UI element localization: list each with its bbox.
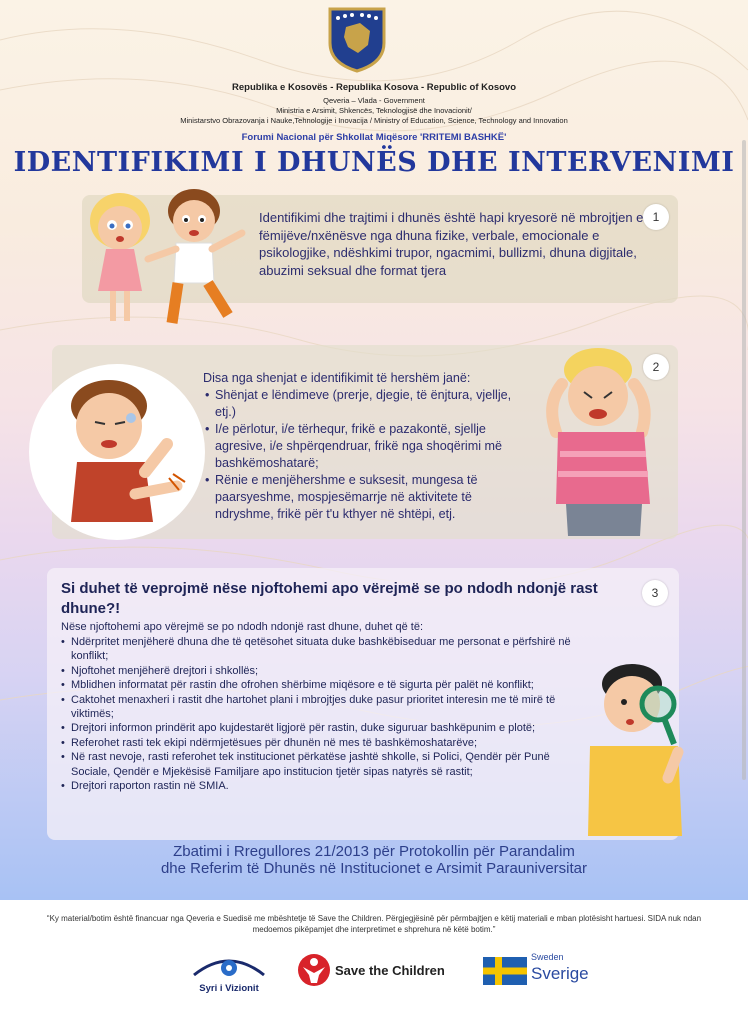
- syri-logo-text: Syri i Vizionit: [199, 983, 259, 994]
- section-3-intro: Nëse njoftohemi apo vërejmë se po ndodh ndonjë rast dhune, duhet që të:: [61, 621, 424, 633]
- list-item: • Mblidhen informatat për rastin dhe ofrohen shërbime miqësore e të sigurta për palët në konflikt;: [61, 678, 581, 692]
- list-item: • Në rast nevoje, rasti referohet tek institucionet përkatëse jashtë shkolle, si Polici, Qendër për Punë Sociale, Qendër e Mjekësisë Familjare apo institucion tjetër sipas natyrës së rastit;: [61, 750, 581, 779]
- sweden-sverige-logo: [483, 953, 593, 993]
- section-1-text: Identifikimi dhe trajtimi i dhunës është hapi kryesorë në mbrojtjen e fëmijëve/nxënësve nga dhuna fizike, verbale, emocionale e psikologjike, ndëshkimi trupor, ngacmimi, bullizmi, dhuna digjitale, abuzimi seksual dhe format tjera: [259, 210, 644, 278]
- list-item: • I/e përlotur, i/e tërhequr, frikë e pazakontë, sjellje agresive, i/e shpërqendruar, frikë nga shoqërimi më bashkëmoshatarë;: [215, 421, 533, 472]
- forum-subtitle: Forumi Nacional për Shkollat Miqësore 'RRITEMI BASHKË': [241, 132, 507, 143]
- footer-line-1: Zbatimi i Rregullores 21/2013 për Protokollin për Parandalim: [173, 843, 575, 860]
- child-with-magnifier-illustration: [578, 660, 698, 840]
- footer-line-2: dhe Referim të Dhunës në Institucionet e Arsimit Parauniversitar: [160, 860, 588, 877]
- funding-disclaimer: “Ky material/botim është financuar nga Qeveria e Suedisë me mbështetje të Save the Children. Përgjegjësinë për përmbajtjen e këtij materiali e mban plotësisht hartuesi. SIDA nuk ndan medoemos pikëpamjet dhe interpretimet e shprehura në këtë botim.”: [46, 914, 702, 934]
- save-the-children-icon: [297, 953, 331, 987]
- section-2-intro: Disa nga shenjat e identifikimit të hershëm janë:: [203, 371, 471, 385]
- save-the-children-logo: [297, 953, 462, 987]
- section-2-content: [203, 370, 533, 523]
- kosovo-emblem-icon: [326, 5, 388, 73]
- page-title: IDENTIFIKIMI I DHUNËS DHE INTERVENIMI: [13, 147, 735, 178]
- header-ministry-translations: Ministarstvo Obrazovanja i Nauke,Tehnologije i Inovacija / Ministry of Education, Science, Technology and Innovation: [180, 116, 568, 125]
- eye-logo-icon: [190, 953, 268, 983]
- sverige-text: Sverige: [531, 964, 589, 983]
- section-3-number: 3: [642, 580, 668, 606]
- section-3-list: [61, 635, 581, 793]
- children-conflict-illustration: [82, 183, 252, 333]
- list-item: • Rënie e menjëhershme e suksesit, mungesa të paarsyeshme, mospjesëmarrje në aktivitete të ndryshme, frikë për t'u kthyer në shtëpi, etj.: [215, 472, 533, 523]
- list-item: • Njoftohet menjëherë drejtori i shkollës;: [61, 664, 581, 678]
- header-government: Qeveria – Vlada - Government: [323, 96, 425, 105]
- list-item: • Drejtori informon prindërit apo kujdestarët ligjorë për rastin, duke siguruar bashkëpunim e plotë;: [61, 721, 581, 735]
- section-3-title: Si duhet të veprojmë nëse njoftohemi apo vërejmë se po ndodh ndonjë rast dhune?!: [61, 580, 598, 617]
- header-republic: Republika e Kosovës - Republika Kosova - Republic of Kosovo: [232, 82, 516, 93]
- section-1-number: 1: [643, 204, 669, 230]
- list-item: • Drejtori raporton rastin në SMIA.: [61, 779, 581, 793]
- section-2-list: [203, 387, 533, 523]
- scrollbar[interactable]: [742, 140, 746, 780]
- section-2-number: 2: [643, 354, 669, 380]
- list-item: • Ndërpritet menjëherë dhuna dhe të qetësohet situata duke bashkëbiseduar me personat e përfshirë në konflikt;: [61, 635, 581, 664]
- save-the-children-text: Save the Children: [335, 963, 445, 978]
- sweden-text: Sweden: [531, 952, 564, 962]
- list-item: • Referohet rasti tek ekipi ndërmjetësues për dhunën në mes të bashkëmoshatarëve;: [61, 736, 581, 750]
- syri-i-vizionit-logo: [190, 953, 268, 999]
- list-item: • Caktohet menaxheri i rastit dhe hartohet plani i mbrojtjes duke pasur prioritet interesin me të mirë të viktimës;: [61, 693, 581, 722]
- swedish-flag-icon: [483, 957, 527, 985]
- header-ministry: Ministria e Arsimit, Shkencës, Teknologjisë dhe Inovacionit/: [276, 106, 472, 115]
- list-item: • Shënjat e lëndimeve (prerje, djegie, të ënjtura, vjellje, etj.): [215, 387, 533, 421]
- injured-child-illustration: [27, 362, 207, 542]
- footer-regulation: [0, 843, 748, 877]
- distressed-child-illustration: [526, 344, 686, 544]
